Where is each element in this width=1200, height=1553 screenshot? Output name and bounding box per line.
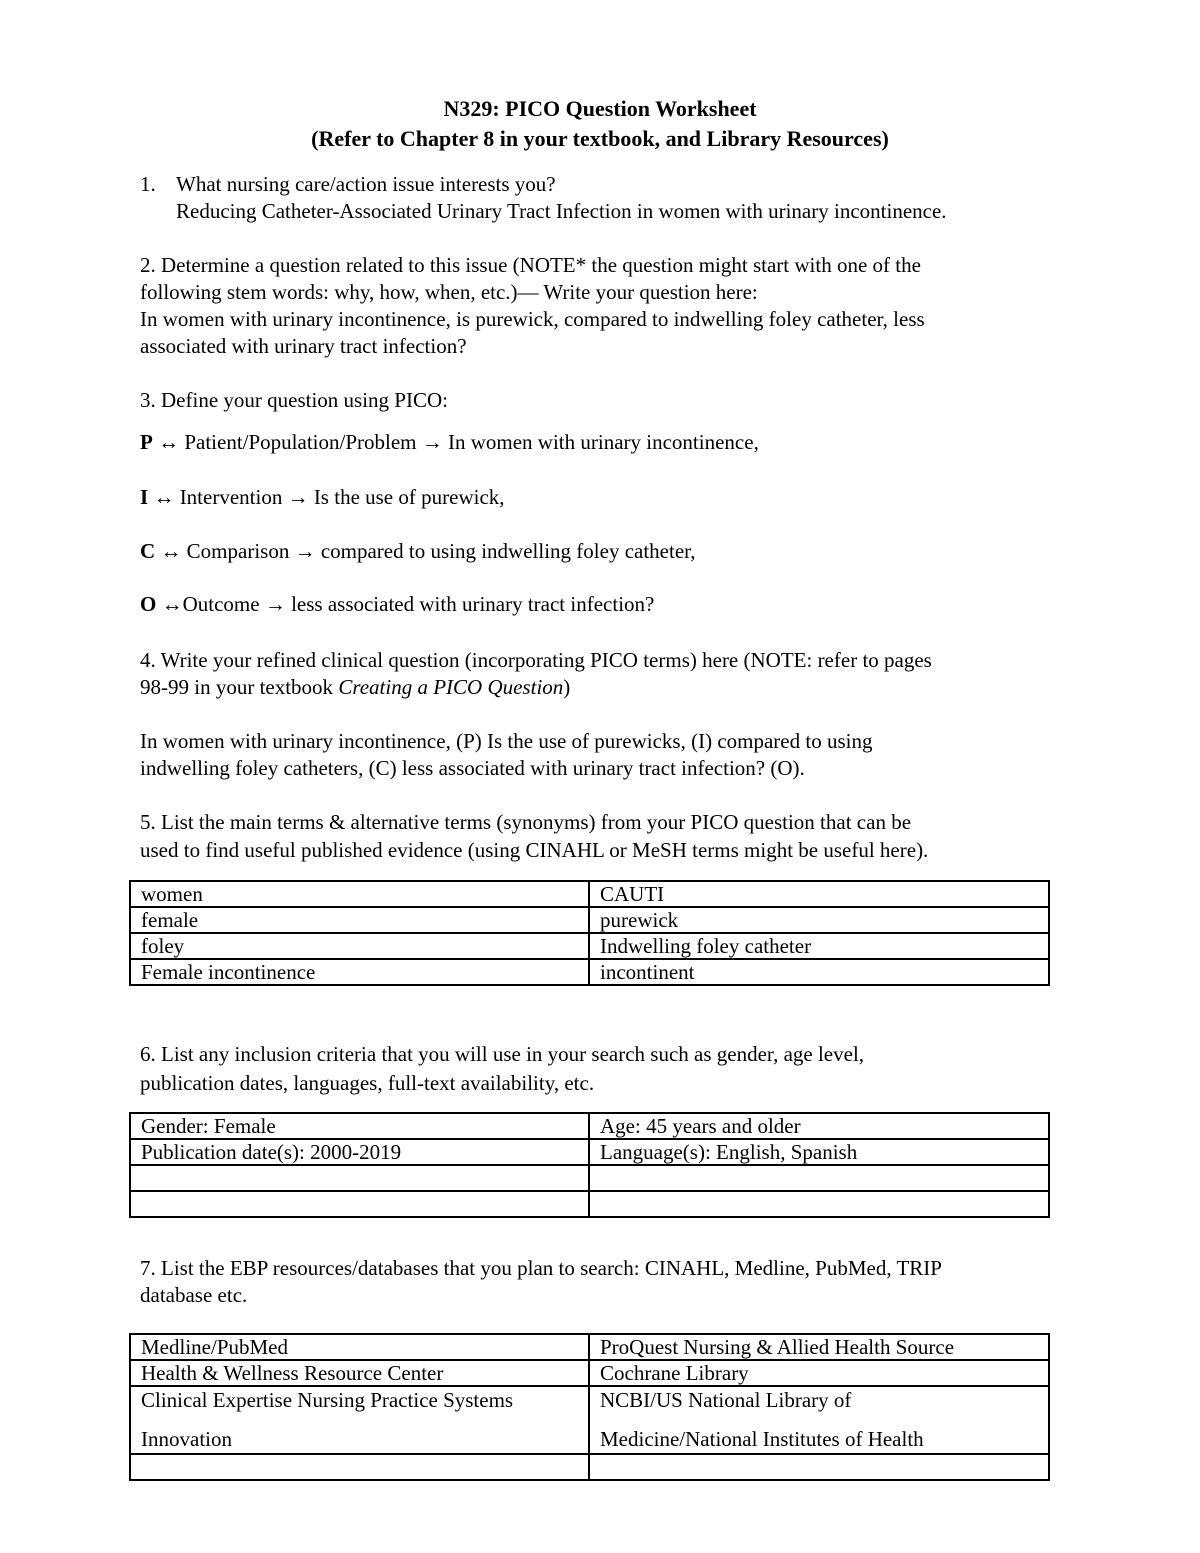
pico-c-letter: C	[140, 539, 156, 563]
pico-i-letter: I	[140, 485, 149, 509]
q7-prompt-line1: 7. List the EBP resources/databases that you plan to search: CINAHL, Medline, PubMed, TRIP	[140, 1256, 942, 1280]
q2-answer-line1: In women with urinary incontinence, is purewick, compared to indwelling foley catheter, less	[140, 307, 925, 331]
table-cell: Publication date(s): 2000-2019	[130, 1139, 589, 1165]
q5-prompt-line2: used to find useful published evidence (using CINAHL or MeSH terms might be useful here).	[140, 838, 929, 862]
table-cell: female	[130, 907, 589, 933]
table-row	[130, 1334, 1049, 1360]
table-cell: purewick	[589, 907, 1049, 933]
q1-number: 1.	[140, 172, 156, 196]
table-cell: incontinent	[589, 959, 1049, 985]
search-terms-table	[129, 880, 1050, 986]
q3-prompt: 3. Define your question using PICO:	[140, 388, 448, 412]
q4-answer-line1: In women with urinary incontinence, (P) Is the use of purewicks, (I) compared to using	[140, 729, 873, 753]
pico-c-text: ↔ Comparison → compared to using indwelling foley catheter,	[155, 539, 696, 563]
q2-prompt-line1: 2. Determine a question related to this issue (NOTE* the question might start with one of the	[140, 253, 921, 277]
inclusion-criteria-table	[129, 1112, 1050, 1218]
q1-prompt: What nursing care/action issue interests you?	[176, 172, 556, 196]
q2-answer-line2: associated with urinary tract infection?	[140, 334, 467, 358]
table-row	[130, 881, 1049, 907]
table-cell: Gender: Female	[130, 1113, 589, 1139]
q7-prompt-line2: database etc.	[140, 1283, 248, 1307]
cell-line: Medicine/National Institutes of Health	[600, 1427, 924, 1451]
table-row	[130, 959, 1049, 985]
q6-prompt-line2: publication dates, languages, full-text availability, etc.	[140, 1071, 595, 1095]
pico-p-text: ↔ Patient/Population/Problem → In women with urinary incontinence,	[152, 430, 759, 454]
cell-line: Innovation	[141, 1427, 232, 1451]
q6-prompt-line1: 6. List any inclusion criteria that you will use in your search such as gender, age level,	[140, 1042, 865, 1066]
table-row	[130, 933, 1049, 959]
q4-answer-line2: indwelling foley catheters, (C) less associated with urinary tract infection? (O).	[140, 756, 805, 780]
pico-i-row	[140, 484, 505, 511]
table-row	[130, 907, 1049, 933]
pico-i-text: ↔ Intervention → Is the use of purewick,	[148, 485, 505, 509]
cell-line: NCBI/US National Library of	[600, 1388, 852, 1412]
q4-prompt-line1: 4. Write your refined clinical question (incorporating PICO terms) here (NOTE: refer to pages	[140, 648, 932, 672]
page-title: N329: PICO Question Worksheet	[443, 96, 757, 121]
pico-o-letter: O	[140, 592, 157, 616]
table-cell	[130, 1386, 589, 1454]
table-row	[130, 1165, 1049, 1191]
q4-book-title: Creating a PICO Question	[338, 675, 564, 699]
table-cell: Cochrane Library	[589, 1360, 1049, 1386]
pico-p-row	[140, 429, 759, 456]
pico-o-text: ↔Outcome → less associated with urinary tract infection?	[156, 592, 655, 616]
table-cell: foley	[130, 933, 589, 959]
table-cell: Medline/PubMed	[130, 1334, 589, 1360]
q4-prompt-suffix: )	[563, 675, 571, 699]
table-row	[130, 1113, 1049, 1139]
q2-prompt-line2: following stem words: why, how, when, etc.)— Write your question here:	[140, 280, 758, 304]
table-cell: Age: 45 years and older	[589, 1113, 1049, 1139]
table-row	[130, 1386, 1049, 1454]
table-cell: Indwelling foley catheter	[589, 933, 1049, 959]
table-cell: CAUTI	[589, 881, 1049, 907]
table-cell: Female incontinence	[130, 959, 589, 985]
table-cell	[130, 1165, 589, 1191]
q1-answer: Reducing Catheter-Associated Urinary Tract Infection in women with urinary incontinence.	[176, 199, 947, 223]
table-row	[130, 1139, 1049, 1165]
table-cell: women	[130, 881, 589, 907]
pico-c-row	[140, 538, 696, 565]
table-cell	[589, 1191, 1049, 1217]
table-cell	[130, 1454, 589, 1480]
table-cell	[589, 1386, 1049, 1454]
table-cell: Health & Wellness Resource Center	[130, 1360, 589, 1386]
pico-o-row	[140, 591, 654, 618]
page-subtitle: (Refer to Chapter 8 in your textbook, and Library Resources)	[311, 126, 889, 151]
cell-line: Clinical Expertise Nursing Practice Systems	[141, 1388, 514, 1412]
q4-prompt-prefix: 98-99 in your textbook	[140, 675, 339, 699]
table-row	[130, 1454, 1049, 1480]
table-cell	[589, 1165, 1049, 1191]
table-row	[130, 1360, 1049, 1386]
q5-prompt-line1: 5. List the main terms & alternative terms (synonyms) from your PICO question that can be	[140, 810, 912, 834]
table-cell: Language(s): English, Spanish	[589, 1139, 1049, 1165]
table-cell: ProQuest Nursing & Allied Health Source	[589, 1334, 1049, 1360]
table-cell	[130, 1191, 589, 1217]
q4-prompt-line2	[140, 674, 570, 701]
pico-p-letter: P	[140, 430, 153, 454]
table-row	[130, 1191, 1049, 1217]
table-cell	[589, 1454, 1049, 1480]
ebp-resources-table	[129, 1333, 1050, 1481]
